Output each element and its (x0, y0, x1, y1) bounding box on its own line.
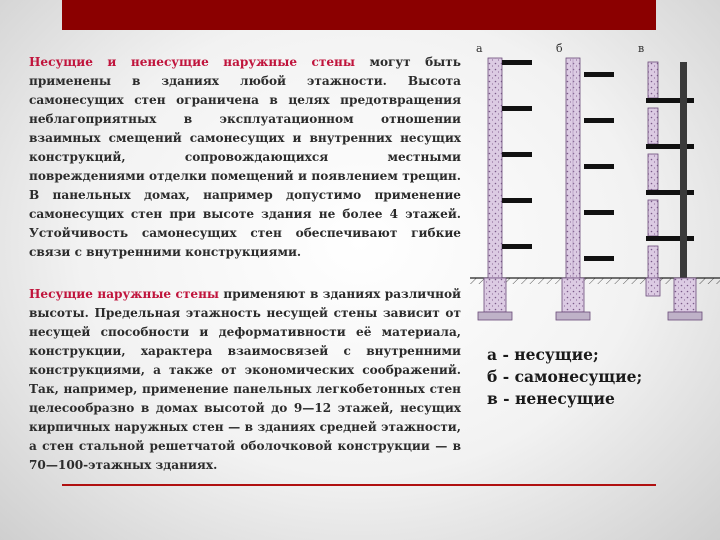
legend (487, 344, 642, 410)
legend-item-c: в - ненесущие (487, 389, 615, 408)
paragraph-1-highlight: Несущие и ненесущие наружные стены (29, 55, 355, 69)
section-b-label: б (556, 42, 563, 55)
legend-item-a: а - несущие; (487, 345, 599, 364)
bottom-divider (62, 484, 656, 486)
paragraph-1 (29, 53, 461, 262)
title-bar (62, 0, 656, 30)
paragraph-2 (29, 285, 461, 475)
wall-sections-figure (470, 38, 720, 338)
legend-item-b: б - самонесущие; (487, 367, 643, 386)
paragraph-2-highlight: Несущие наружные стены (29, 287, 220, 301)
paragraph-1-text: могут быть применены в зданиях любой этажности. Высота самонесущих стен ограничена в целях предотвращения неблагоприятных в эксплуатационном отношении взаимных смещений самонесущих и внутренних несущих конструкций, сопровождающихся местными повреждениями отделки помещений и появлением трещин. В панельных домах, например допустимо применение самонесущих стен при высоте здания не более 4 этажей. Устойчивость самонесущих стен обеспечивают гибкие связи с внутренними конструкциями. (29, 55, 462, 259)
section-a-label: а (476, 42, 483, 55)
section-c-label: в (638, 42, 645, 55)
paragraph-2-text: применяют в зданиях различной высоты. Предельная этажность несущей стены зависит от несущей способности и деформативности её материала, конструкции, характера взаимосвязей с внутренними конструкциями, а также от экономических соображений. Так, например, применение панельных легкобетонных стен целесообразно в домах высотой до 9—12 этажей, несущих кирпичных наружных стен — в зданиях средней этажности, а стен стальной решетчатой оболочковой конструкции — в 70—100-этажных зданиях. (29, 287, 461, 472)
